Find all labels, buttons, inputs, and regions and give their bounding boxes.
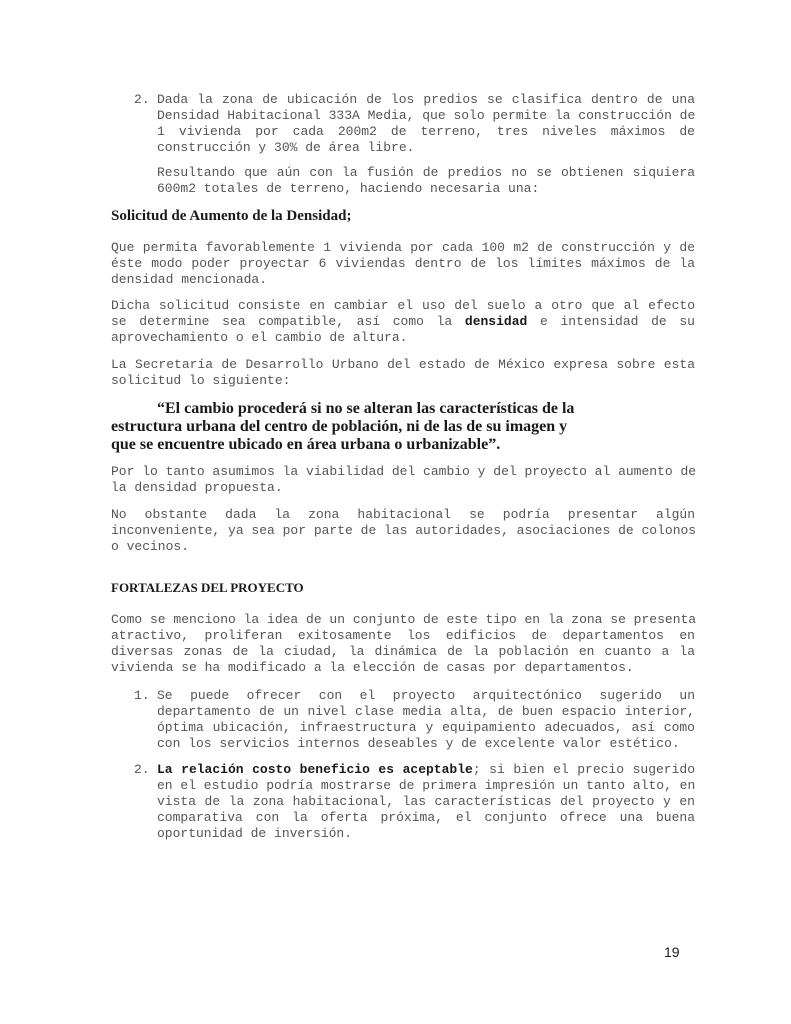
list-item-line: La relación costo beneficio es aceptable; si bien el precio sugerido [157, 762, 695, 777]
list-item-line: en el estudio podría mostrarse de primera impresión un tanto alto, en [157, 778, 696, 793]
paragraph-line: la densidad propuesta. [111, 480, 283, 495]
list-item-line: oportunidad de inversión. [157, 826, 353, 841]
page-number: 19 [664, 944, 680, 960]
paragraph-line: La Secretaría de Desarrollo Urbano del estado de México expresa sobre esta [111, 357, 695, 372]
paragraph-line: Como se menciono la idea de un conjunto de este tipo en la zona se presenta [111, 612, 697, 627]
paragraph-line: inconveniente, ya sea por parte de las autoridades, asociaciones de colonos [111, 523, 697, 538]
paragraph-line: Dicha solicitud consiste en cambiar el uso del suelo a otro que al efecto [111, 298, 695, 313]
paragraph-line: Por lo tanto asumimos la viabilidad del cambio y del proyecto al aumento de [111, 464, 697, 479]
list-number: 1. [134, 688, 150, 703]
bold-term: La relación costo beneficio es aceptable [157, 762, 473, 777]
paragraph-line: éste modo poder proyectar 6 viviendas dentro de los límites máximos de la [111, 256, 695, 271]
list-item-line: Dada la zona de ubicación de los predios se clasifica dentro de una [157, 92, 695, 107]
list-item-line: departamento de un nivel clase media alta, de buen espacio interior, [157, 704, 695, 719]
list-item-line: 1 vivienda por cada 200m2 de terreno, tres niveles máximos de [157, 124, 695, 139]
list-number: 2. [134, 762, 150, 777]
list-item-line: Se puede ofrecer con el proyecto arquitectónico sugerido un [157, 688, 695, 703]
section-heading: FORTALEZAS DEL PROYECTO [111, 580, 304, 595]
quote-line: “El cambio procederá si no se alteran las características de la [157, 400, 575, 417]
quote-line: que se encuentre ubicado en área urbana o urbanizable”. [111, 436, 501, 453]
paragraph-line: solicitud lo siguiente: [111, 373, 291, 388]
paragraph-line: aprovechamiento o el cambio de altura. [111, 330, 408, 345]
paragraph-line: Que permita favorablemente 1 vivienda por cada 100 m2 de construcción y de [111, 240, 695, 255]
list-item-line: óptima ubicación, infraestructura y equipamiento adecuados, así como [157, 720, 695, 735]
paragraph-line: o vecinos. [111, 539, 190, 554]
result-line: Resultando que aún con la fusión de predios no se obtienen siquiera [157, 165, 695, 180]
paragraph-line: diversas zonas de la ciudad, la dinámica de la población en cuanto a la [111, 644, 695, 659]
result-line: 600m2 totales de terreno, haciendo necesaria una: [157, 181, 540, 196]
list-number: 2. [134, 92, 150, 107]
paragraph-line: atractivo, proliferan exitosamente los edificios de departamentos en [111, 628, 695, 643]
bold-term: densidad [464, 314, 528, 329]
list-item-line: vista de la zona habitacional, las características del proyecto y en [157, 794, 695, 809]
paragraph-line: vivienda se ha modificado a la elección de casas por departamentos. [111, 660, 634, 675]
list-item-line: Densidad Habitacional 333A Media, que solo permite la construcción de [157, 108, 696, 123]
list-item-line: construcción y 30% de área libre. [157, 140, 415, 155]
paragraph-line: se determine sea compatible, así como la densidad e intensidad de su [111, 314, 695, 329]
list-item-line: comparativa con la oferta próxima, el conjunto ofrece una buena [157, 810, 695, 825]
paragraph-line: densidad mencionada. [111, 272, 268, 287]
list-item-line: con los servicios internos deseables y de excelente valor estético. [157, 736, 680, 751]
paragraph-line: No obstante dada la zona habitacional se podría presentar algún [111, 507, 695, 522]
quote-line: estructura urbana del centro de población, ni de las de su imagen y [111, 418, 568, 435]
section-heading: Solicitud de Aumento de la Densidad; [111, 208, 352, 224]
